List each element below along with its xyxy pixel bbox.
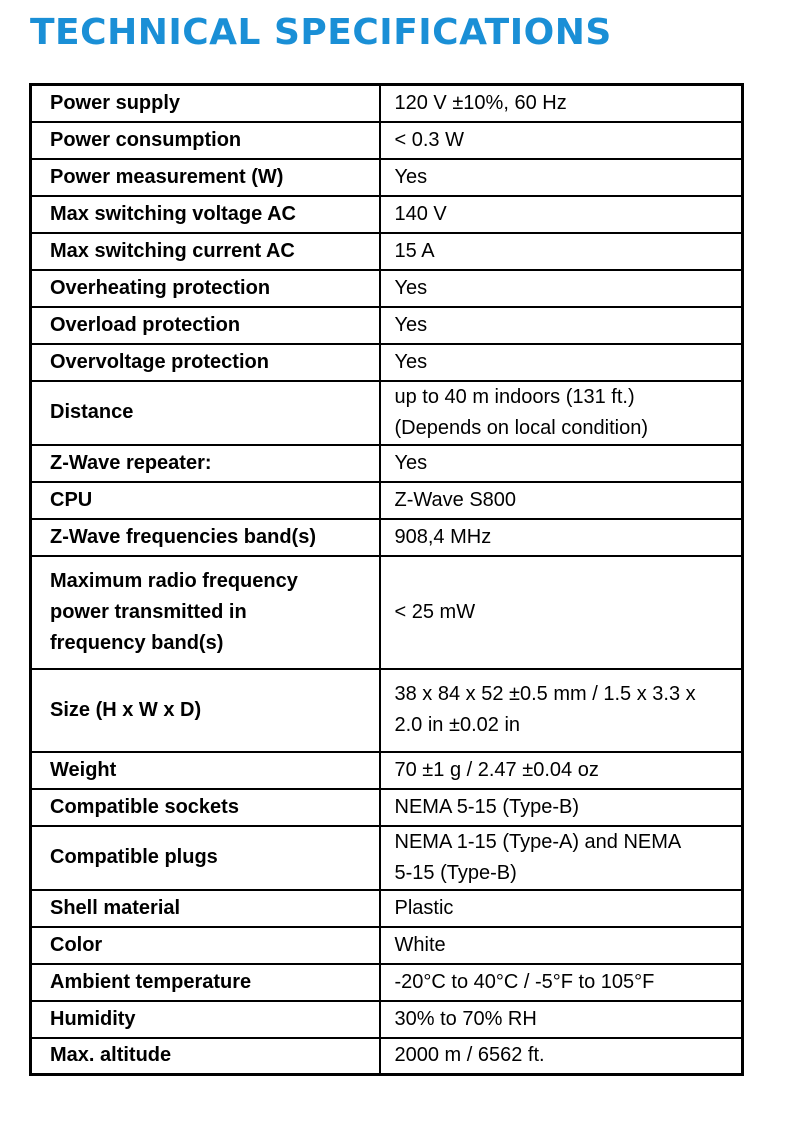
- spec-row: [31, 669, 743, 752]
- spec-row: [31, 344, 743, 381]
- spec-row: [31, 927, 743, 964]
- spec-value: [380, 669, 743, 752]
- spec-row: [31, 964, 743, 1001]
- spec-value: Yes: [380, 344, 743, 381]
- spec-row: [31, 85, 743, 122]
- spec-row: [31, 159, 743, 196]
- spec-value: [380, 826, 743, 890]
- spec-label: Color: [31, 927, 380, 964]
- spec-value: Yes: [380, 159, 743, 196]
- spec-value: 15 A: [380, 233, 743, 270]
- spec-label: Z-Wave repeater:: [31, 445, 380, 482]
- spec-value: White: [380, 927, 743, 964]
- spec-value: [380, 381, 743, 445]
- spec-label: CPU: [31, 482, 380, 519]
- spec-label: Distance: [31, 381, 380, 445]
- spec-value-line: NEMA 1-15 (Type-A) and NEMA: [394, 830, 682, 853]
- spec-label: Overload protection: [31, 307, 380, 344]
- spec-value: < 0.3 W: [380, 122, 743, 159]
- spec-row: [31, 381, 743, 445]
- spec-label: Compatible plugs: [31, 826, 380, 890]
- spec-label: Humidity: [31, 1001, 380, 1038]
- spec-label: Overvoltage protection: [31, 344, 380, 381]
- spec-value: 908,4 MHz: [380, 519, 743, 556]
- page-title: TECHNICAL SPECIFICATIONS: [30, 12, 612, 53]
- spec-row: [31, 752, 743, 789]
- spec-value: -20°C to 40°C / -5°F to 105°F: [380, 964, 743, 1001]
- spec-label: Power supply: [31, 85, 380, 122]
- spec-table: [29, 83, 744, 1076]
- spec-row: [31, 1001, 743, 1038]
- spec-value: 30% to 70% RH: [380, 1001, 743, 1038]
- spec-value-line: 5-15 (Type-B): [394, 861, 517, 884]
- spec-label: Shell material: [31, 890, 380, 927]
- spec-label: Overheating protection: [31, 270, 380, 307]
- spec-row: [31, 196, 743, 233]
- spec-row: [31, 445, 743, 482]
- spec-label: Compatible sockets: [31, 789, 380, 826]
- spec-value: < 25 mW: [380, 556, 743, 669]
- spec-value: Plastic: [380, 890, 743, 927]
- spec-row: [31, 519, 743, 556]
- spec-label: Power measurement (W): [31, 159, 380, 196]
- spec-row: [31, 233, 743, 270]
- spec-label: Max switching voltage AC: [31, 196, 380, 233]
- spec-row: [31, 122, 743, 159]
- spec-row: [31, 890, 743, 927]
- spec-label: Max switching current AC: [31, 233, 380, 270]
- spec-label-line: power transmitted in: [50, 600, 247, 623]
- spec-row: [31, 789, 743, 826]
- spec-value-line: 2.0 in ±0.02 in: [394, 714, 521, 736]
- spec-value: 140 V: [380, 196, 743, 233]
- spec-label: [31, 556, 380, 669]
- spec-label-line: Maximum radio frequency: [50, 569, 298, 592]
- spec-value-line: up to 40 m indoors (131 ft.): [394, 385, 635, 408]
- spec-label: Max. altitude: [31, 1038, 380, 1075]
- spec-label-line: frequency band(s): [50, 631, 224, 654]
- spec-value: 2000 m / 6562 ft.: [380, 1038, 743, 1075]
- spec-label: Weight: [31, 752, 380, 789]
- spec-label: Ambient temperature: [31, 964, 380, 1001]
- spec-label: Size (H x W x D): [31, 669, 380, 752]
- spec-value-line: (Depends on local condition): [394, 416, 648, 439]
- spec-row: [31, 556, 743, 669]
- spec-value: NEMA 5-15 (Type-B): [380, 789, 743, 826]
- spec-value-line: 38 x 84 x 52 ±0.5 mm / 1.5 x 3.3 x: [394, 683, 696, 705]
- spec-row: [31, 482, 743, 519]
- spec-row: [31, 1038, 743, 1075]
- spec-value: 120 V ±10%, 60 Hz: [380, 85, 743, 122]
- spec-value: Yes: [380, 270, 743, 307]
- spec-value: Z-Wave S800: [380, 482, 743, 519]
- spec-value: Yes: [380, 445, 743, 482]
- spec-row: [31, 307, 743, 344]
- spec-row: [31, 826, 743, 890]
- spec-value: Yes: [380, 307, 743, 344]
- spec-row: [31, 270, 743, 307]
- spec-value: 70 ±1 g / 2.47 ±0.04 oz: [380, 752, 743, 789]
- spec-table-body: [31, 85, 743, 1075]
- spec-label: Power consumption: [31, 122, 380, 159]
- spec-label: Z-Wave frequencies band(s): [31, 519, 380, 556]
